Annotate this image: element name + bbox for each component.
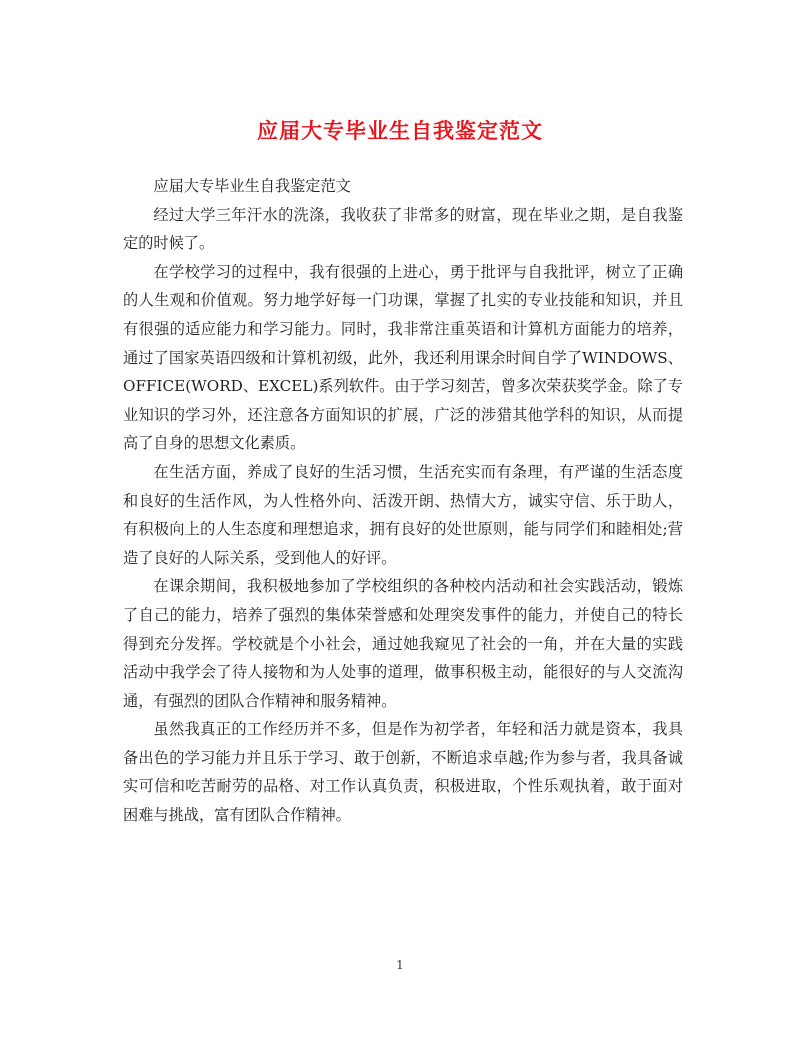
document-body [123,172,683,830]
intro-paragraph: 经过大学三年汗水的洗涤，我收获了非常多的财富，现在毕业之期，是自我鉴定的时候了。 [123,205,683,253]
study-paragraph: 在学校学习的过程中，我有很强的上进心，勇于批评与自我批评，树立了正确的人生观和价值观。努力地学好每一门功课，掌握了扎实的专业技能和知识，并且有很强的适应能力和学习能力。同时，我非常注重英语和计算机方面能力的培养，通过了国家英语四级和计算机初级，此外，我还利用课余时间自学了WINDOWS、OFFICE(WORD、EXCEL)系列软件。由于学习刻苦，曾多次荣获奖学金。除了专业知识的学习外，还注意各方面知识的扩展，广泛的涉猎其他学科的知识，从而提高了自身的思想文化素质。 [123,262,683,453]
activities-paragraph: 在课余期间，我积极地参加了学校组织的各种校内活动和社会实践活动，锻炼了自己的能力，培养了强烈的集体荣誉感和处理突发事件的能力，并使自己的特长得到充分发挥。学校就是个小社会，通过她我窥见了社会的一角，并在大量的实践活动中我学会了待人接物和为人处事的道理，做事积极主动，能很好的与人交流沟通，有强烈的团队合作精神和服务精神。 [123,577,683,710]
life-paragraph: 在生活方面，养成了良好的生活习惯，生活充实而有条理，有严谨的生活态度和良好的生活作风，为人性格外向、活泼开朗、热情大方，诚实守信、乐于助人，有积极向上的人生态度和理想追求，拥有良好的处世原则，能与同学们和睦相处;营造了良好的人际关系，受到他人的好评。 [123,462,683,567]
page-number: 1 [396,958,404,972]
document-title: 应届大专毕业生自我鉴定范文 [257,118,543,143]
closing-paragraph: 虽然我真正的工作经历并不多，但是作为初学者，年轻和活力就是资本，我具备出色的学习能力并且乐于学习、敢于创新，不断追求卓越;作为参与者，我具备诚实可信和吃苦耐劳的品格、对工作认真负责，积极进取，个性乐观执着，敢于面对困难与挑战，富有团队合作精神。 [123,720,683,825]
subtitle-paragraph: 应届大专毕业生自我鉴定范文 [153,177,351,195]
